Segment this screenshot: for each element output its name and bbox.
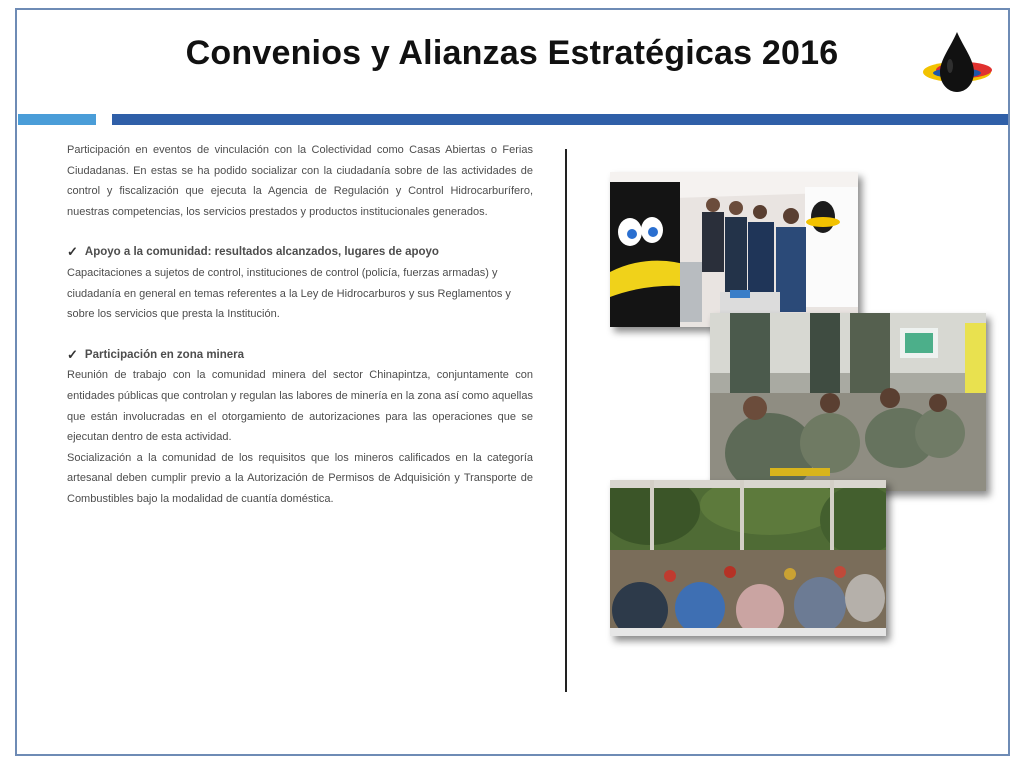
photo-casa-abierta-booth [610, 172, 858, 327]
section-apoyo-heading [67, 242, 533, 263]
section-apoyo-heading-text: Apoyo a la comunidad: resultados alcanzados, lugares de apoyo [84, 246, 439, 259]
photo-reunion-comunidad-minera [610, 480, 886, 636]
section-zona-minera-paragraph-1: Reunión de trabajo con la comunidad minera del sector Chinapintza, conjuntamente con entidades públicas que controlan y regulan las labores de minería en la zona así como aquellas que están involucradas en el otorgamiento de autorizaciones para las operaciones que se ejecutan dentro de esta actividad. [67, 369, 533, 444]
section-zona-minera-paragraph-2: Socialización a la comunidad de los requisitos que los mineros calificados en la categoría artesanal deben cumplir previo a la Autorización de Permisos de Adquisición y Transporte de Combustibles bajo la modalidad de cuantía doméstica. [67, 451, 533, 505]
section-zona-minera-heading [67, 345, 533, 366]
slide-title: Convenios y Alianzas Estratégicas 2016 [185, 34, 839, 72]
agency-logo [920, 30, 994, 96]
photo-capacitacion-fuerzas-armadas [710, 313, 986, 491]
content-text-column [67, 140, 533, 510]
checkmark-icon: ✓ [67, 346, 78, 362]
column-divider [565, 149, 567, 692]
intro-paragraph: Participación en eventos de vinculación con la Colectividad como Casas Abiertas o Ferias Ciudadanas. En estas se ha podido socializar con la ciudadanía sobre de las actividades de control y fiscalización que ejecuta la Agencia de Regulación y Control Hidrocarburífero, nuestras competencias, los servicios prestados y productos institucionales generados. [67, 144, 533, 218]
section-apoyo-paragraph: Capacitaciones a sujetos de control, instituciones de control (policía, fuerzas armadas) y ciudadanía en general en temas referentes a la Ley de Hidrocarburos y sus Reglamentos y sobre los servicios que presta la Institución. [67, 266, 511, 321]
drop-on-orbit-logo-icon [920, 30, 994, 96]
checkmark-icon: ✓ [67, 244, 78, 260]
header-accent-bar-dark [112, 114, 1008, 125]
header-accent-bar-light [18, 114, 96, 125]
section-zona-minera-heading-text: Participación en zona minera [84, 348, 245, 361]
